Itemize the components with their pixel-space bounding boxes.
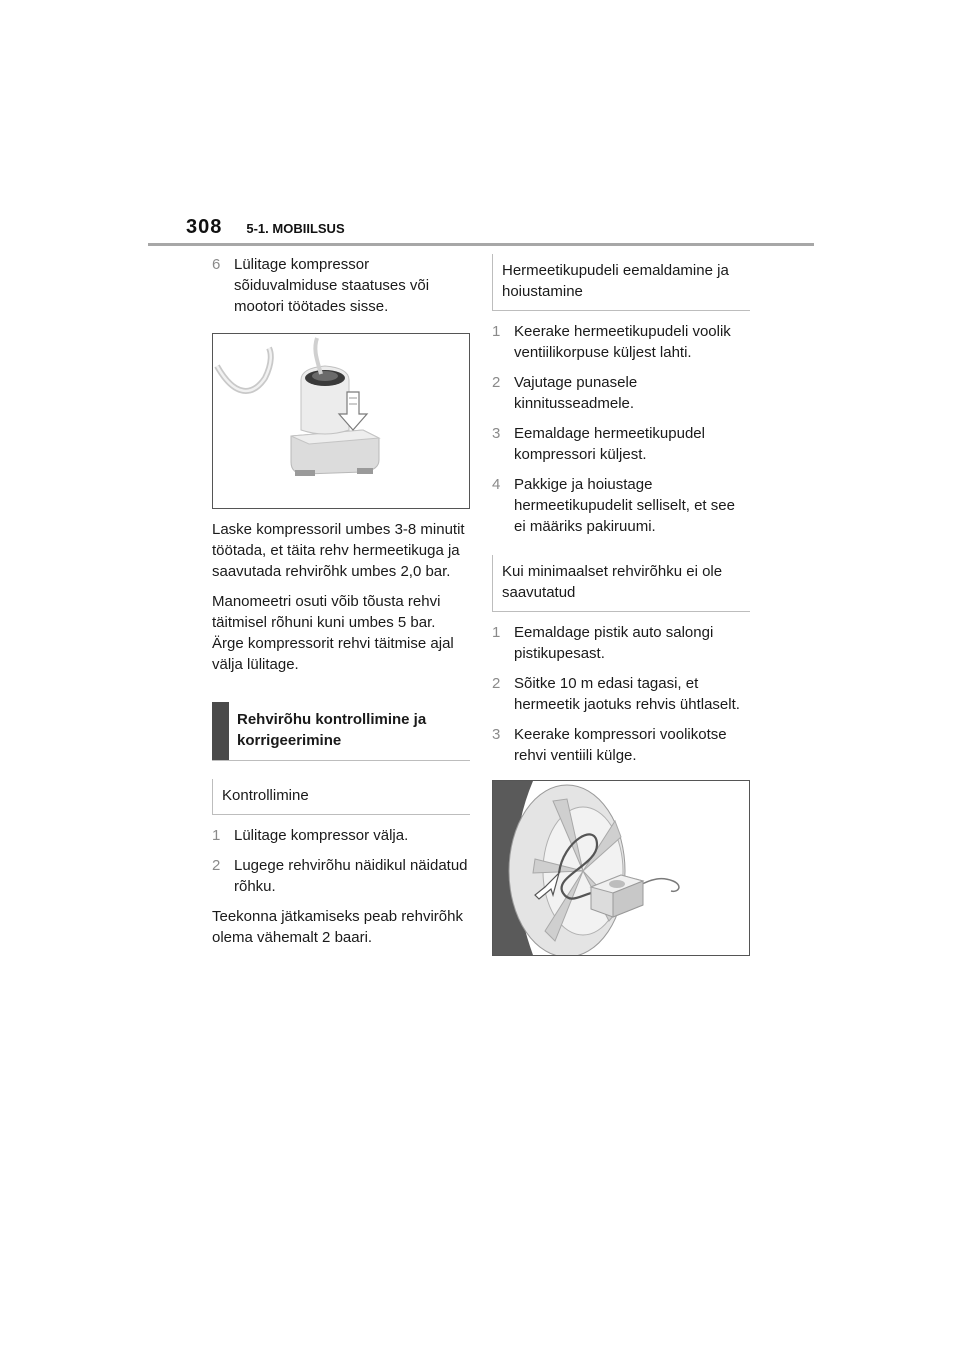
step-text: Lülitage kompressor sõiduvalmiduse staatuses või mootori töötades sisse. (234, 256, 430, 315)
wheel-compressor-figure (492, 780, 750, 956)
list-item (212, 825, 470, 846)
right-column (492, 254, 750, 956)
subsection-heading: Hermeetikupudeli eemaldamine ja hoiustamine (492, 254, 750, 311)
step-text: Keerake hermeetikupudeli voolik ventiilikorpuse küljest lahti. (514, 323, 731, 361)
paragraph: Teekonna jätkamiseks peab rehvirõhk olema vähemalt 2 baari. (212, 908, 463, 946)
step-text: Eemaldage pistik auto salongi pistikupesast. (514, 624, 714, 662)
step-number: 2 (212, 857, 221, 874)
step-number: 1 (212, 827, 221, 844)
step-number: 1 (492, 323, 501, 340)
page-number: 308 (186, 216, 223, 238)
step-text: Lugege rehvirõhu näidikul näidatud rõhku. (234, 857, 468, 895)
list-item (212, 855, 470, 897)
banner-title: Rehvirõhu kontrollimine ja korrigeerimine (237, 711, 427, 749)
step-number: 2 (492, 675, 501, 692)
step-text: Sõitke 10 m edasi tagasi, et hermeetik jaotuks rehvis ühtlaselt. (514, 675, 740, 713)
step-text: Eemaldage hermeetikupudel kompressori küljest. (514, 425, 705, 463)
subsection-heading: Kontrollimine (212, 779, 470, 815)
page-header (186, 216, 345, 239)
step-number: 2 (492, 374, 501, 391)
list-item (492, 622, 750, 664)
list-item (492, 372, 750, 414)
step-text: Keerake kompressori voolikotse rehvi ventiili külge. (514, 726, 727, 764)
step-number: 3 (492, 425, 501, 442)
step-number: 3 (492, 726, 501, 743)
banner-bar (212, 702, 229, 760)
step-number: 6 (212, 256, 221, 273)
step-text: Lülitage kompressor välja. (234, 827, 409, 844)
wheel-compressor-illustration (493, 781, 749, 955)
list-item (492, 321, 750, 363)
list-item (212, 254, 470, 317)
subsection-heading: Kui minimaalset rehvirõhku ei ole saavutatud (492, 555, 750, 612)
list-item (492, 673, 750, 715)
paragraph: Laske kompressoril umbes 3-8 minutit töötada, et täita rehv hermeetikuga ja saavutada rehvirõhk umbes 2,0 bar. (212, 521, 465, 580)
step-number: 4 (492, 476, 501, 493)
list-item (492, 474, 750, 537)
section-banner (212, 702, 470, 761)
step-text: Vajutage punasele kinnitusseadmele. (514, 374, 638, 412)
compressor-illustration (213, 334, 469, 508)
list-item (492, 724, 750, 766)
step-number: 1 (492, 624, 501, 641)
compressor-figure (212, 333, 470, 509)
left-column (212, 254, 470, 957)
list-item (492, 423, 750, 465)
step-text: Pakkige ja hoiustage hermeetikupudelit selliselt, et see ei määriks pakiruumi. (514, 476, 735, 535)
section-title: 5-1. MOBIILSUS (246, 221, 345, 236)
header-divider (148, 243, 814, 246)
paragraph: Manomeetri osuti võib tõusta rehvi täitmisel rõhuni kuni umbes 5 bar. Ärge kompressorit rehvi täitmise ajal välja lülitage. (212, 593, 454, 673)
